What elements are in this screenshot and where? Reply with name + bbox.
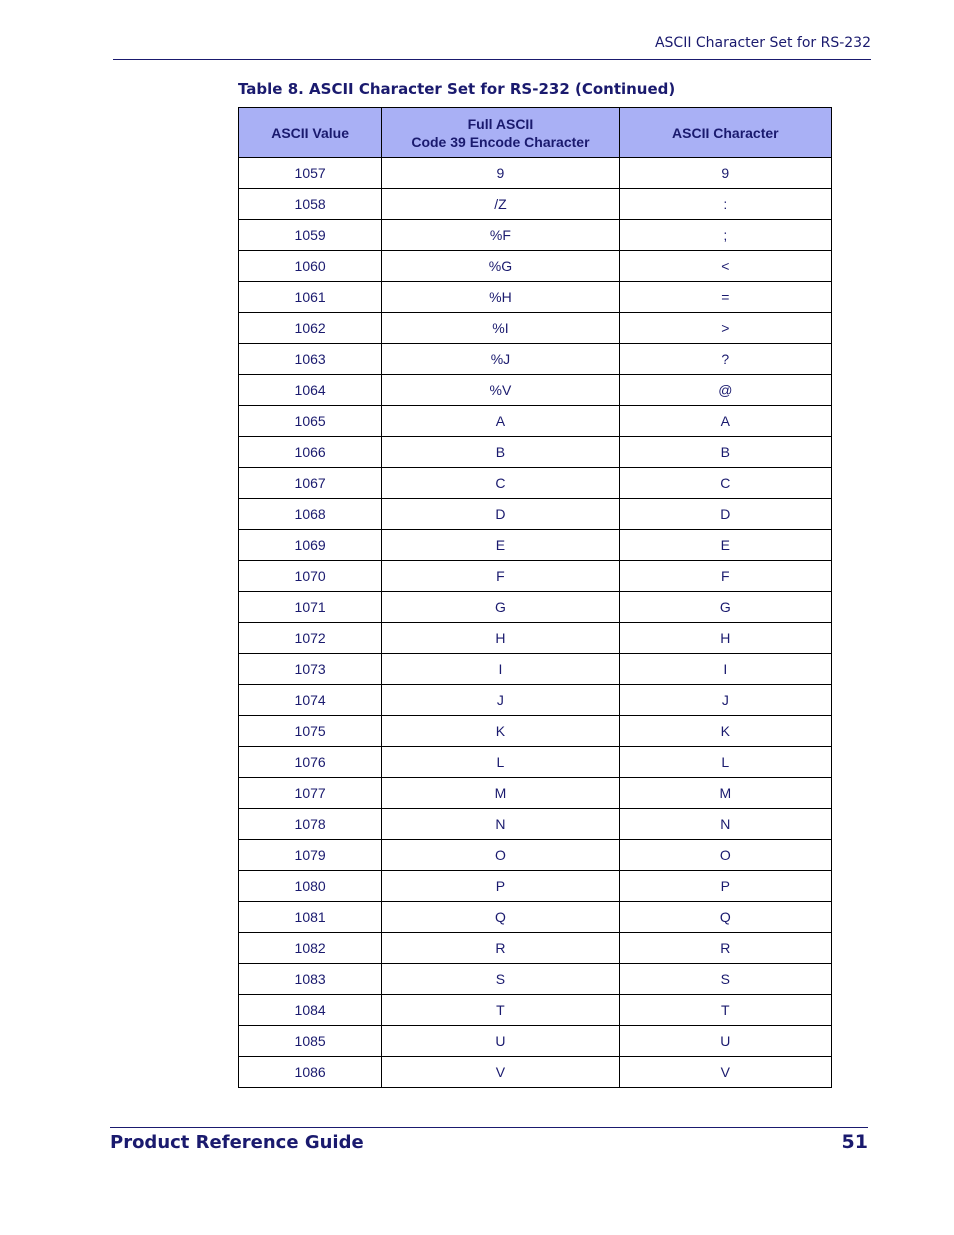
cell-code39: %J	[382, 344, 619, 375]
cell-ascii-value: 1059	[239, 220, 382, 251]
cell-ascii-value: 1073	[239, 654, 382, 685]
table-row	[239, 468, 832, 499]
table-row	[239, 964, 832, 995]
table-body	[239, 158, 832, 1088]
table-row	[239, 220, 832, 251]
cell-ascii-character: >	[619, 313, 831, 344]
cell-ascii-character: K	[619, 716, 831, 747]
cell-ascii-value: 1058	[239, 189, 382, 220]
cell-ascii-value: 1068	[239, 499, 382, 530]
table-row	[239, 437, 832, 468]
cell-ascii-value: 1062	[239, 313, 382, 344]
cell-ascii-character: T	[619, 995, 831, 1026]
cell-ascii-value: 1066	[239, 437, 382, 468]
table-row	[239, 654, 832, 685]
cell-ascii-character: S	[619, 964, 831, 995]
cell-ascii-value: 1069	[239, 530, 382, 561]
cell-ascii-character: A	[619, 406, 831, 437]
cell-code39: I	[382, 654, 619, 685]
column-header-ascii-character: ASCII Character	[619, 108, 831, 158]
cell-ascii-character: <	[619, 251, 831, 282]
table-row	[239, 158, 832, 189]
cell-code39: G	[382, 592, 619, 623]
cell-ascii-character: G	[619, 592, 831, 623]
cell-ascii-value: 1076	[239, 747, 382, 778]
table-row	[239, 592, 832, 623]
cell-ascii-character: F	[619, 561, 831, 592]
cell-ascii-value: 1064	[239, 375, 382, 406]
table-row	[239, 530, 832, 561]
table-row	[239, 933, 832, 964]
column-header-ascii-value: ASCII Value	[239, 108, 382, 158]
table-row	[239, 809, 832, 840]
cell-code39: B	[382, 437, 619, 468]
table-row	[239, 995, 832, 1026]
table-row	[239, 406, 832, 437]
cell-ascii-character: U	[619, 1026, 831, 1057]
cell-ascii-character: N	[619, 809, 831, 840]
table-row	[239, 871, 832, 902]
cell-code39: U	[382, 1026, 619, 1057]
cell-ascii-character: Q	[619, 902, 831, 933]
cell-code39: P	[382, 871, 619, 902]
table-row	[239, 313, 832, 344]
cell-ascii-character: 9	[619, 158, 831, 189]
cell-code39: K	[382, 716, 619, 747]
cell-code39: %F	[382, 220, 619, 251]
cell-ascii-value: 1063	[239, 344, 382, 375]
cell-ascii-value: 1081	[239, 902, 382, 933]
table-row	[239, 189, 832, 220]
cell-ascii-character: O	[619, 840, 831, 871]
cell-ascii-character: C	[619, 468, 831, 499]
cell-ascii-value: 1083	[239, 964, 382, 995]
cell-ascii-value: 1085	[239, 1026, 382, 1057]
cell-code39: L	[382, 747, 619, 778]
table-row	[239, 1057, 832, 1088]
cell-ascii-value: 1078	[239, 809, 382, 840]
cell-ascii-character: H	[619, 623, 831, 654]
cell-ascii-value: 1057	[239, 158, 382, 189]
running-header: ASCII Character Set for RS-232	[654, 35, 871, 51]
cell-ascii-character: ?	[619, 344, 831, 375]
cell-code39: M	[382, 778, 619, 809]
table-row	[239, 778, 832, 809]
cell-ascii-value: 1074	[239, 685, 382, 716]
table-row	[239, 840, 832, 871]
table-row	[239, 561, 832, 592]
cell-code39: H	[382, 623, 619, 654]
cell-ascii-character: D	[619, 499, 831, 530]
cell-ascii-value: 1082	[239, 933, 382, 964]
cell-ascii-value: 1071	[239, 592, 382, 623]
cell-ascii-character: J	[619, 685, 831, 716]
cell-ascii-value: 1061	[239, 282, 382, 313]
table-row	[239, 716, 832, 747]
cell-code39: Q	[382, 902, 619, 933]
cell-ascii-value: 1079	[239, 840, 382, 871]
cell-ascii-value: 1065	[239, 406, 382, 437]
table-row	[239, 344, 832, 375]
table-header-row	[239, 108, 832, 158]
cell-ascii-value: 1084	[239, 995, 382, 1026]
cell-ascii-value: 1070	[239, 561, 382, 592]
table-row	[239, 375, 832, 406]
table-row	[239, 499, 832, 530]
ascii-table	[238, 107, 832, 1088]
cell-ascii-character: E	[619, 530, 831, 561]
cell-code39: V	[382, 1057, 619, 1088]
cell-code39: C	[382, 468, 619, 499]
cell-code39: T	[382, 995, 619, 1026]
cell-code39: %V	[382, 375, 619, 406]
cell-code39: %G	[382, 251, 619, 282]
cell-ascii-character: :	[619, 189, 831, 220]
cell-code39: A	[382, 406, 619, 437]
footer-guide-title: Product Reference Guide	[110, 1132, 364, 1153]
column-header-code39	[382, 108, 619, 158]
cell-ascii-character: V	[619, 1057, 831, 1088]
cell-code39: E	[382, 530, 619, 561]
cell-ascii-value: 1072	[239, 623, 382, 654]
table-row	[239, 1026, 832, 1057]
cell-code39: /Z	[382, 189, 619, 220]
cell-ascii-value: 1075	[239, 716, 382, 747]
table-row	[239, 623, 832, 654]
cell-ascii-character: L	[619, 747, 831, 778]
cell-ascii-character: M	[619, 778, 831, 809]
cell-code39: J	[382, 685, 619, 716]
cell-ascii-value: 1080	[239, 871, 382, 902]
cell-ascii-character: @	[619, 375, 831, 406]
table-row	[239, 902, 832, 933]
header-divider	[113, 59, 871, 60]
cell-code39: O	[382, 840, 619, 871]
cell-ascii-value: 1060	[239, 251, 382, 282]
table-row	[239, 747, 832, 778]
cell-code39: S	[382, 964, 619, 995]
cell-code39: %I	[382, 313, 619, 344]
cell-ascii-value: 1086	[239, 1057, 382, 1088]
cell-code39: F	[382, 561, 619, 592]
column-header-code39-line1: Full ASCII	[467, 115, 534, 132]
cell-code39: D	[382, 499, 619, 530]
table-row	[239, 251, 832, 282]
cell-ascii-value: 1077	[239, 778, 382, 809]
table-row	[239, 685, 832, 716]
column-header-code39-line2: Code 39 Encode Character	[411, 133, 590, 150]
cell-ascii-character: P	[619, 871, 831, 902]
cell-ascii-character: =	[619, 282, 831, 313]
cell-ascii-value: 1067	[239, 468, 382, 499]
cell-ascii-character: R	[619, 933, 831, 964]
cell-ascii-character: I	[619, 654, 831, 685]
footer-divider	[110, 1127, 868, 1128]
cell-code39: 9	[382, 158, 619, 189]
cell-code39: %H	[382, 282, 619, 313]
cell-ascii-character: B	[619, 437, 831, 468]
table-row	[239, 282, 832, 313]
table-caption: Table 8. ASCII Character Set for RS-232 (Continued)	[238, 80, 676, 98]
cell-code39: N	[382, 809, 619, 840]
cell-code39: R	[382, 933, 619, 964]
cell-ascii-character: ;	[619, 220, 831, 251]
page-number: 51	[841, 1131, 868, 1153]
